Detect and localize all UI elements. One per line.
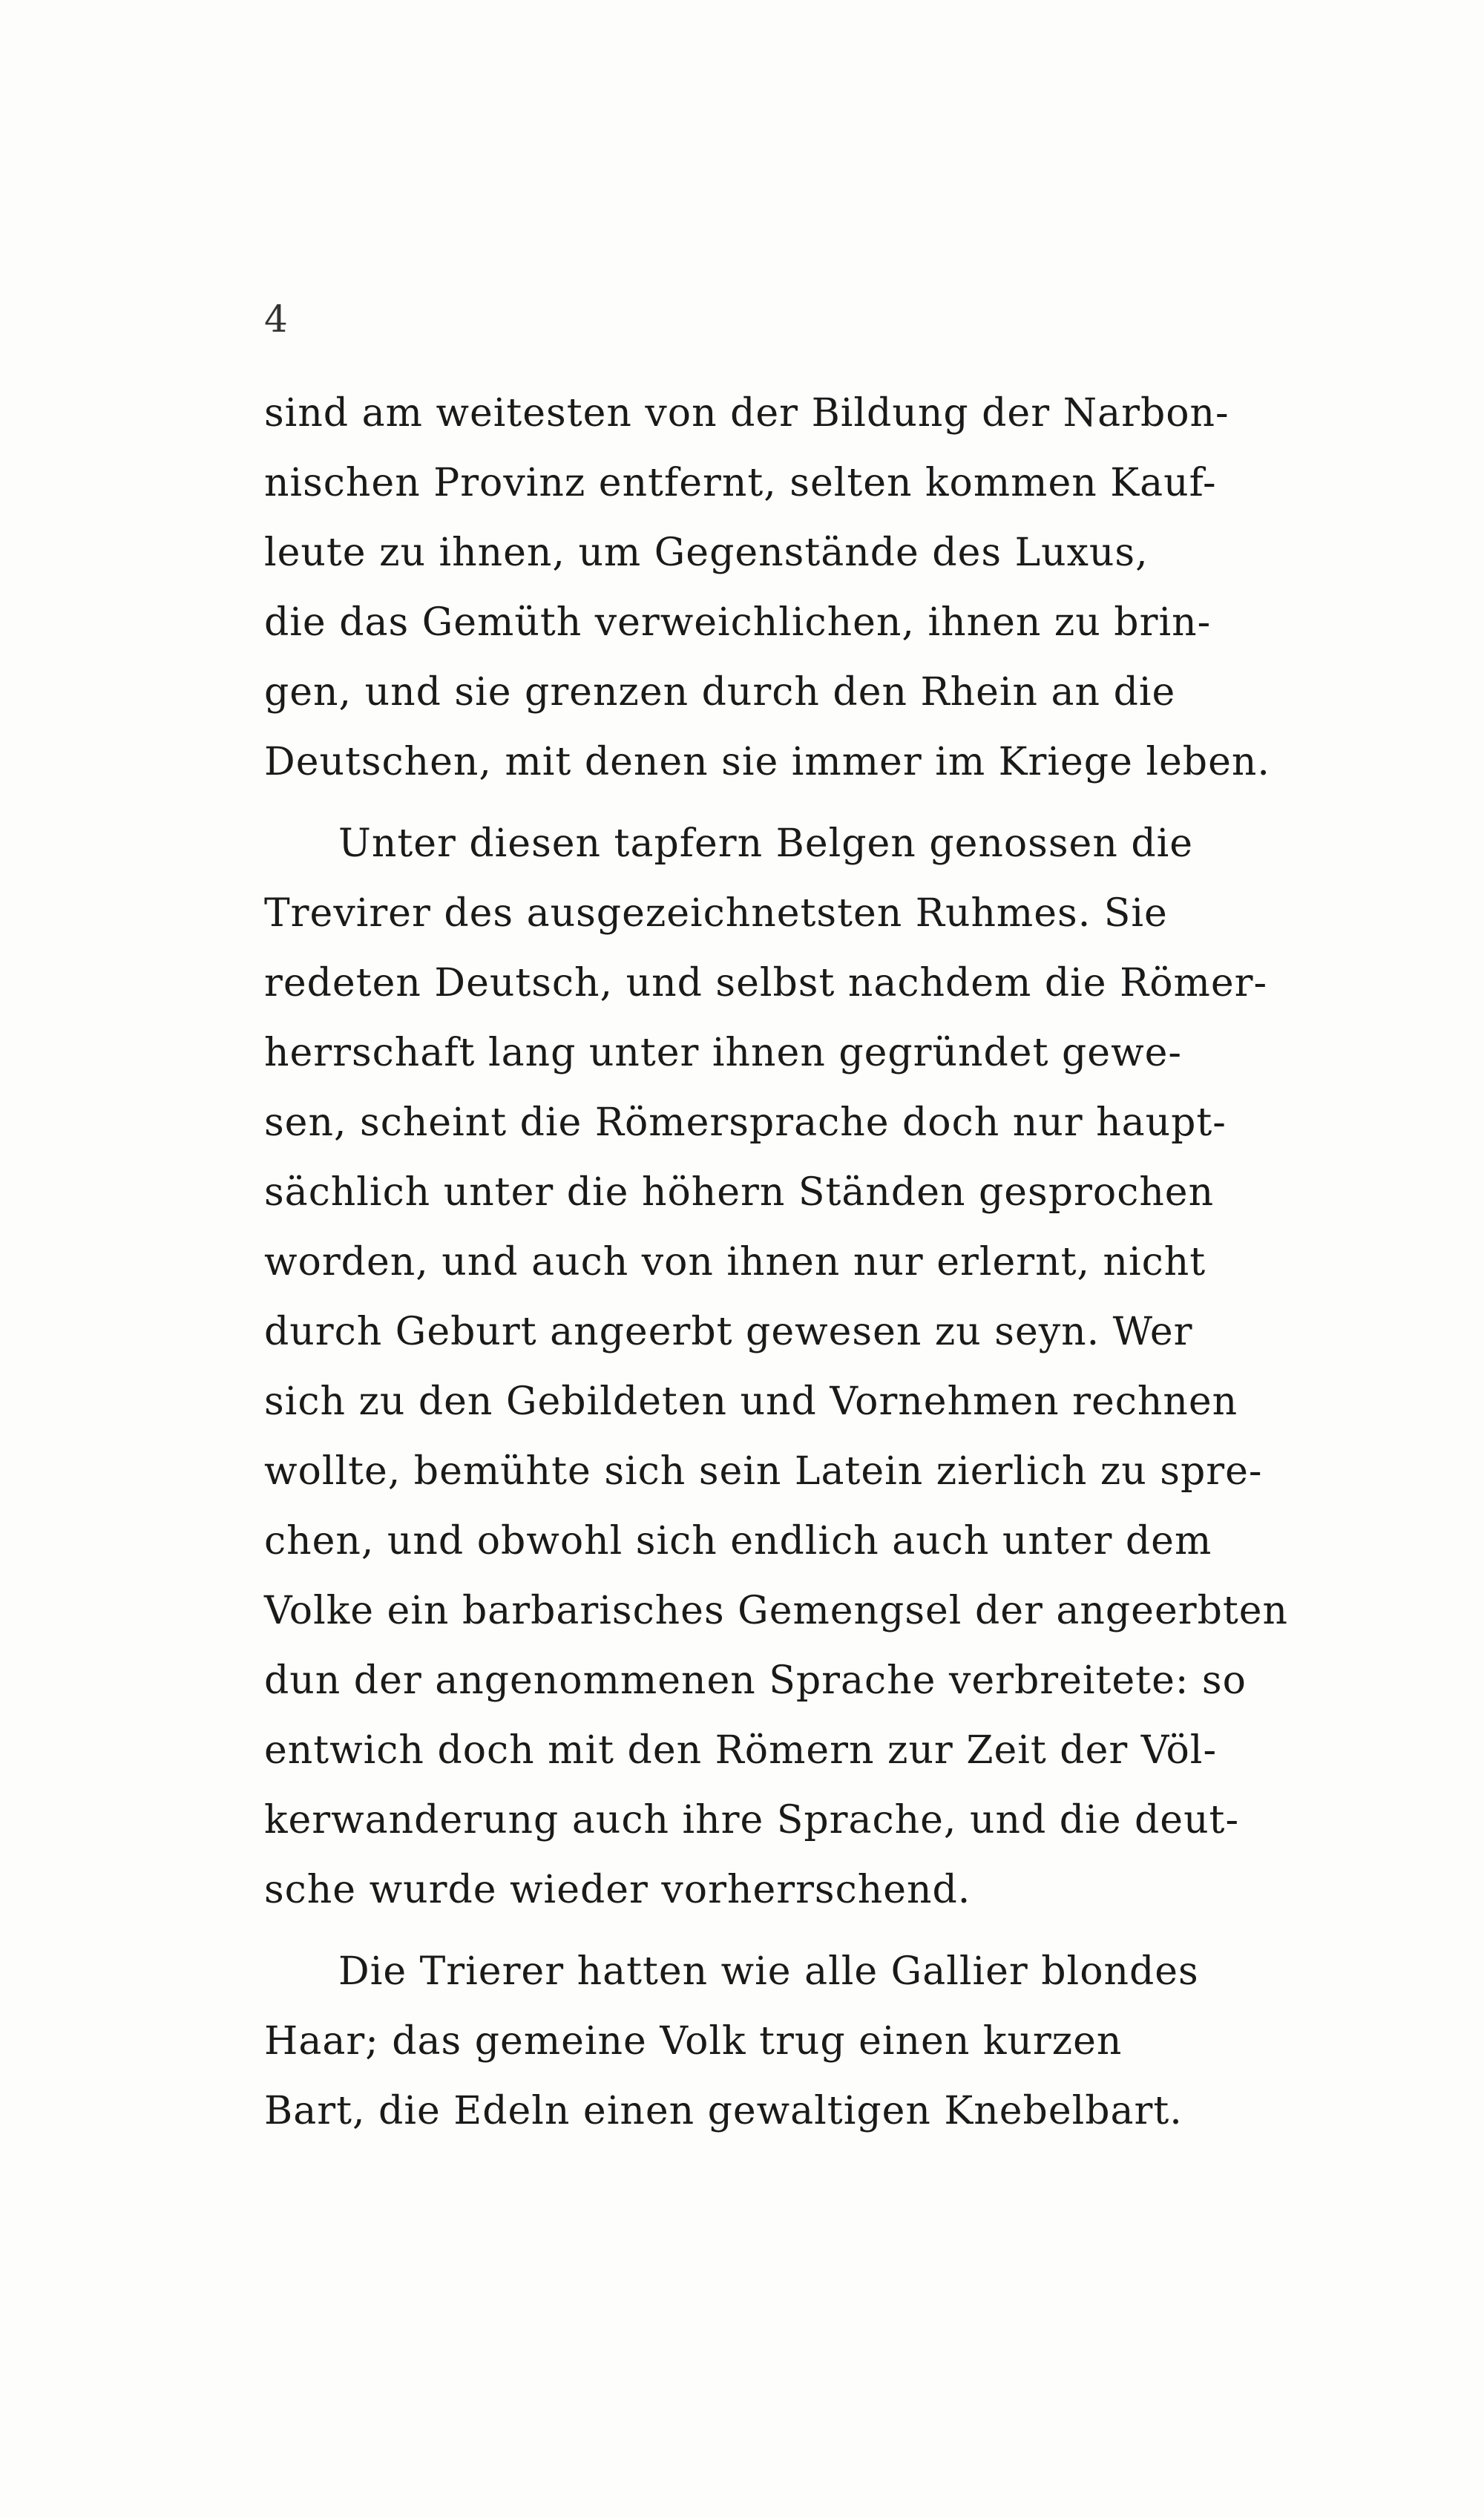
text-line: Bart, die Edeln einen gewaltigen Knebelbart. <box>264 2089 1183 2133</box>
text-line: dun der angenommenen Sprache verbreitete: so <box>264 1658 1247 1703</box>
text-line: Unter diesen tapfern Belgen genossen die <box>338 821 1194 866</box>
text-line: worden, und auch von ihnen nur erlernt, nicht <box>264 1240 1206 1284</box>
text-line: sächlich unter die höhern Ständen gesprochen <box>264 1170 1215 1215</box>
body-text <box>264 378 1289 2146</box>
text-line: Haar; das gemeine Volk trug einen kurzen <box>264 2019 1123 2064</box>
paragraph <box>264 809 1289 1925</box>
text-line: Trevirer des ausgezeichnetsten Ruhmes. Sie <box>264 891 1168 936</box>
text-line: sen, scheint die Römersprache doch nur haupt- <box>264 1100 1227 1145</box>
text-line: Deutschen, mit denen sie immer im Kriege leben. <box>264 740 1270 784</box>
text-line: chen, und obwohl sich endlich auch unter dem <box>264 1519 1212 1563</box>
text-line: Volke ein barbarisches Gemengsel der angeerbten <box>264 1589 1289 1633</box>
text-line: kerwanderung auch ihre Sprache, und die deut- <box>264 1798 1240 1842</box>
text-line: die das Gemüth verweichlichen, ihnen zu brin- <box>264 600 1212 645</box>
paragraph <box>264 378 1270 797</box>
text-line: durch Geburt angeerbt gewesen zu seyn. Wer <box>264 1310 1193 1354</box>
text-line: leute zu ihnen, um Gegenstände des Luxus, <box>264 531 1149 575</box>
text-line: sche wurde wieder vorherrschend. <box>264 1868 971 1912</box>
text-line: sind am weitesten von der Bildung der Narbon- <box>264 391 1229 436</box>
text-line: entwich doch mit den Römern zur Zeit der Völ- <box>264 1728 1218 1773</box>
text-line: gen, und sie grenzen durch den Rhein an die <box>264 670 1176 715</box>
text-line: sich zu den Gebildeten und Vornehmen rechnen <box>264 1379 1238 1424</box>
paragraph <box>264 1937 1229 2146</box>
page-number: 4 <box>264 298 288 341</box>
text-line: wollte, bemühte sich sein Latein zierlich zu spre- <box>264 1449 1263 1494</box>
text-line: herrschaft lang unter ihnen gegründet gewe- <box>264 1031 1182 1075</box>
text-line: Die Trierer hatten wie alle Gallier blondes <box>338 1949 1199 1994</box>
text-line: redeten Deutsch, und selbst nachdem die Römer- <box>264 961 1268 1005</box>
text-line: nischen Provinz entfernt, selten kommen Kauf- <box>264 461 1217 505</box>
